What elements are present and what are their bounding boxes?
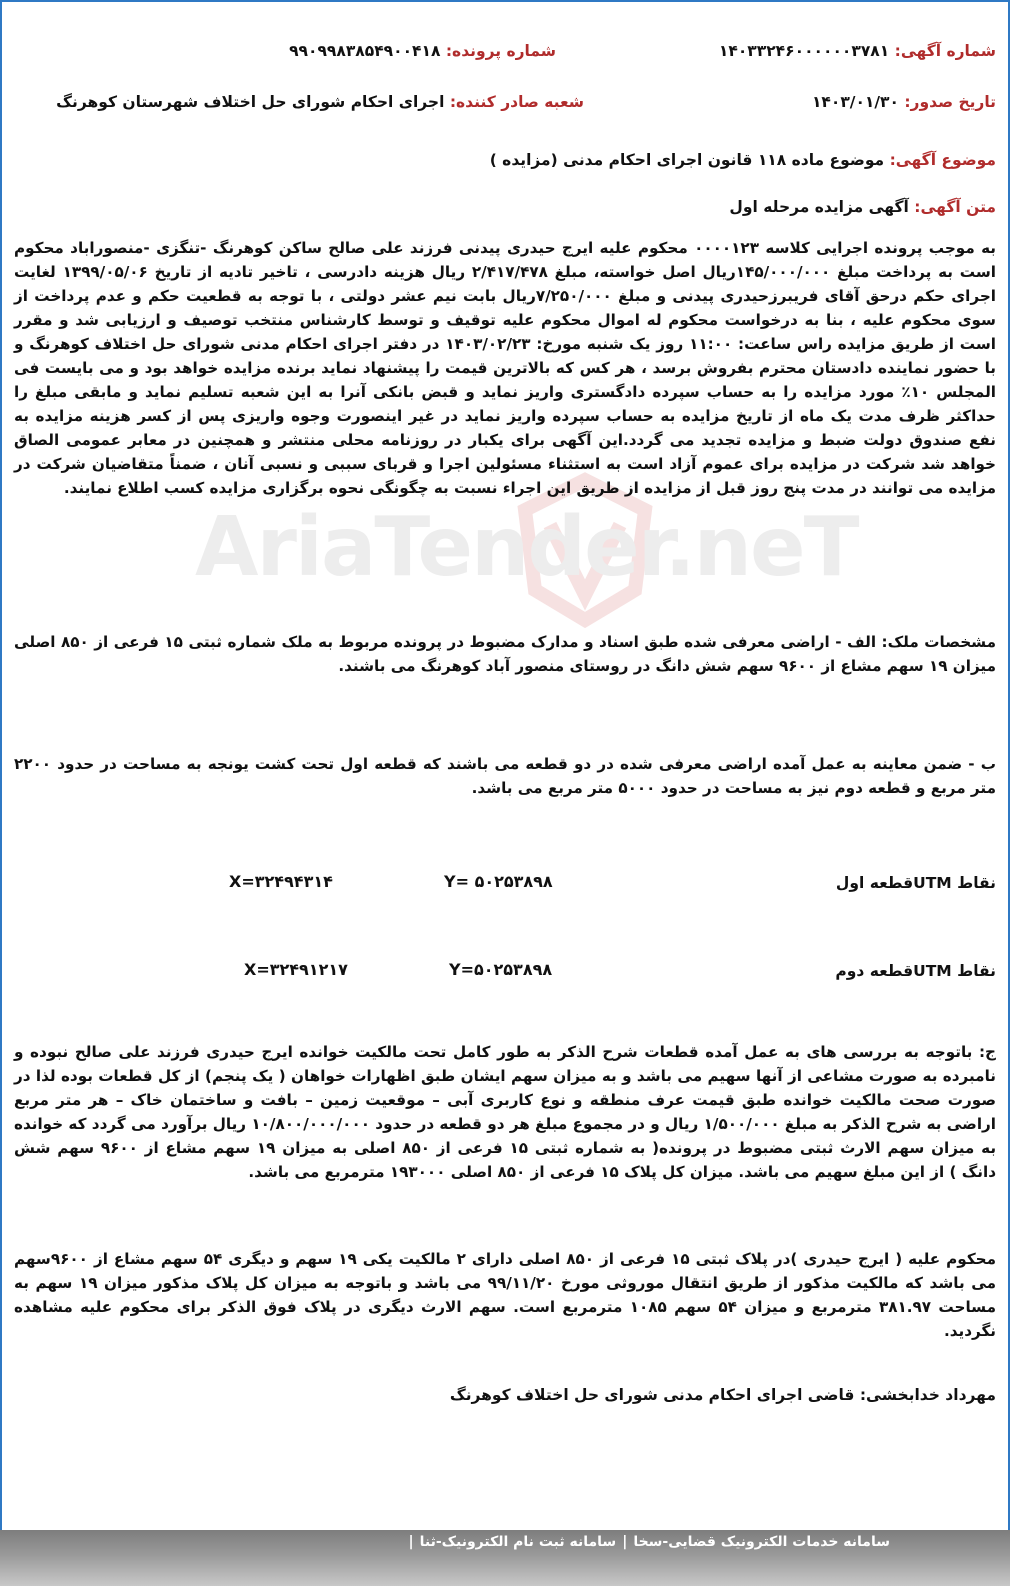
subject [490,151,996,169]
footer-bar [0,1530,1010,1586]
ad-number [719,42,996,60]
ad-number-label: شماره آگهی: [894,42,996,60]
utm-row1-x: X=۳۲۴۹۴۳۱۴ [229,872,333,891]
notice-text-label: متن آگهی: [914,198,996,216]
footer-separator-end: | [408,1534,414,1550]
footer-separator: | [622,1534,628,1550]
paragraph-convicted-share: محکوم علیه ( ایرج حیدری )در پلاک ثبتی ۱۵ فرعی از ۸۵۰ اصلی دارای ۲ مالکیت یکی ۱۹ سهم و دیگری ۵۴ سهم مشاع از ۹۶۰۰سهم می باشد که مالکیت مذکور از طریق انتقال موروثی مورخ ۹۹/۱۱/۲۰ می باشد و باتوجه به میزان کل پلاک مذکور میزان ۱۹ سهم به مساحت ۳۸۱.۹۷ مترمربع و میزان ۵۴ سهم ۱۰۸۵ مترمربع است. سهم الارث دیگری در پلاک فوق الذکر برای محکوم علیه مشاهده نگردید. [14,1250,997,1340]
case-number [289,42,556,60]
issuing-branch-label: شعبه صادر کننده: [449,93,584,111]
paragraph-main: به موجب پرونده اجرایی کلاسه ۰۰۰۰۱۲۳ محکوم علیه ایرج حیدری پیدنی فرزند علی صالح ساکن کوهرنگ -تنگزی -منصوراباد محکوم است به پرداخت مبلغ ۱۴۵/۰۰۰/۰۰۰ریال اصل خواسته، مبلغ ۲/۴۱۷/۴۷۸ ریال هزینه دادرسی ، تاخیر تادیه از تاریخ ۱۳۹۹/۰۵/۰۶ لغایت اجرای حکم درحق آقای فریبرزحیدری پیدنی و مبلغ ۷/۲۵۰/۰۰۰ریال بابت نیم عشر دولتی ، با توجه به قطعیت حکم و عدم پرداخت از سوی محکوم علیه ، بنا به درخواست محکوم له اموال محکوم علیه توقیف و توسط کارشناس منتخب توصیف و ارزیابی شد و مقرر است از طریق مزایده راس ساعت: ۱۱:۰۰ روز یک شنبه مورخ: ۱۴۰۳/۰۲/۲۳ در دفتر اجرای احکام مدنی شورای حل اختلاف کوهرنگ و با حضور نماینده دادستان محترم بفروش برسد ، هر کس که بالاترین قیمت را پیشنهاد نماید برنده مزایده خواهد بود و می بایست فی المجلس ۱۰٪ مورد مزایده را به حساب سپرده دادگستری واریز نماید و قبض بانکی آنرا به این شعبه تسلیم نماید و مابقی مبلغ را حداکثر ظرف مدت یک ماه از تاریخ مزایده به حساب سپرده واریز نماید در غیر اینصورت وجوه واریزی پس از کسر هزینه مزایده به نفع صندوق دولت ضبط و مزایده تجدید می گردد.این آگهی برای یکبار در روزنامه محلی منتشر و همچنین در معابر عمومی الصاق خواهد شد شرکت در مزایده برای عموم آزاد است به استثناء مسئولین اجرا و قربای سببی و نسبی آنان ، ضمناً متقاضیان شرکت در مزایده می توانند در مدت پنج روز قبل از مزایده از طریق این اجراء نسبت به چگونگی نحوه برگزاری مزایده کسب اطلاع نمایند. [14,239,997,497]
paragraph-inspection: ب - ضمن معاینه به عمل آمده اراضی معرفی شده در دو قطعه می باشند که قطعه اول تحت کشت یونجه به مساحت در حدود ۲۲۰۰ متر مربع و قطعه دوم نیز به مساحت در حدود ۵۰۰۰ متر مربع می باشد. [14,755,996,797]
footer-link-sana[interactable]: سامانه ثبت نام الکترونیک-ثنا [419,1534,617,1550]
issue-date [812,93,996,111]
utm-row2-y: Y=۵۰۲۵۳۸۹۸ [449,960,553,979]
notice-text-title: آگهی مزایده مرحله اول [729,198,909,216]
issuing-branch [56,93,584,111]
issue-date-label: تاریخ صدور: [904,93,996,111]
subject-label: موضوع آگهی: [889,151,996,169]
watermark-text: AriaTender.neT [195,500,858,595]
utm-row1-y: Y= ۵۰۲۵۳۸۹۸ [444,872,553,891]
footer-links [403,1534,891,1550]
utm-row2-label: نقاط UTMقطعه دوم [835,962,996,980]
signature: مهرداد خدابخشی: قاضی اجرای احکام مدنی شورای حل اختلاف کوهرنگ [449,1386,996,1404]
paragraph-property-specs: مشخصات ملک: الف - اراضی معرفی شده طبق اسناد و مدارک مضبوط در پرونده مربوط به ملک شماره ثبتی ۱۵ فرعی از ۸۵۰ اصلی میزان ۱۹ سهم مشاع از ۹۶۰۰ سهم شش دانگ در روستای منصور آباد کوهرنگ می باشند. [14,633,997,675]
case-number-value: ۹۹۰۹۹۸۳۸۵۴۹۰۰۴۱۸ [289,42,441,60]
subject-value: موضوع ماده ۱۱۸ قانون اجرای احکام مدنی (مزایده ) [489,151,885,169]
utm-row2-x: X=۳۲۴۹۱۲۱۷ [244,960,348,979]
paragraph-ownership: ج: باتوجه به بررسی های به عمل آمده قطعات شرح الذکر به طور کامل تحت مالکیت خوانده ایرج حیدری فرزند علی صالح نبوده و نامبرده به صورت مشاعی از آنها سهیم می باشد و به میزان سهم ایشان طبق اظهارات خواهان ( یک پنجم) از کل قطعات بوده لذا در صورت صحت مالکیت خوانده طبق قیمت عرف منطقه و نوع کاربری آبی – موقعیت زمین – بافت و ساختمان خاک – هر متر مربع اراضی به شرح الذکر به مبلغ ۱/۵۰۰/۰۰۰ ریال و در مجموع مبلغ هر دو قطعه در حدود ۱۰/۸۰۰/۰۰۰/۰۰۰ ریال برآورد می گردد که خوانده به میزان سهم الارث ثبتی مضبوط در پرونده( به شماره ثبتی ۱۵ فرعی از ۸۵۰ اصلی به میزان ۱۹ سهم مشاع از ۹۶۰۰ سهم شش دانگ ) از این مبلغ سهیم می باشد. میزان کل پلاک ۱۵ فرعی از ۸۵۰ اصلی ۱۹۳۰۰۰ مترمربع می باشد. [14,1043,997,1181]
notice-text-heading [729,198,996,216]
case-number-label: شماره پرونده: [445,42,556,60]
ad-number-value: ۱۴۰۳۳۲۴۶۰۰۰۰۰۰۳۷۸۱ [718,42,890,60]
utm-row1-label: نقاط UTMقطعه اول [835,874,996,892]
issuing-branch-value: اجرای احکام شورای حل اختلاف شهرستان کوهرنگ [56,93,445,111]
issue-date-value: ۱۴۰۳/۰۱/۳۰ [811,93,899,111]
footer-link-sakha[interactable]: سامانه خدمات الکترونیک قضایی-سخا [633,1534,890,1550]
